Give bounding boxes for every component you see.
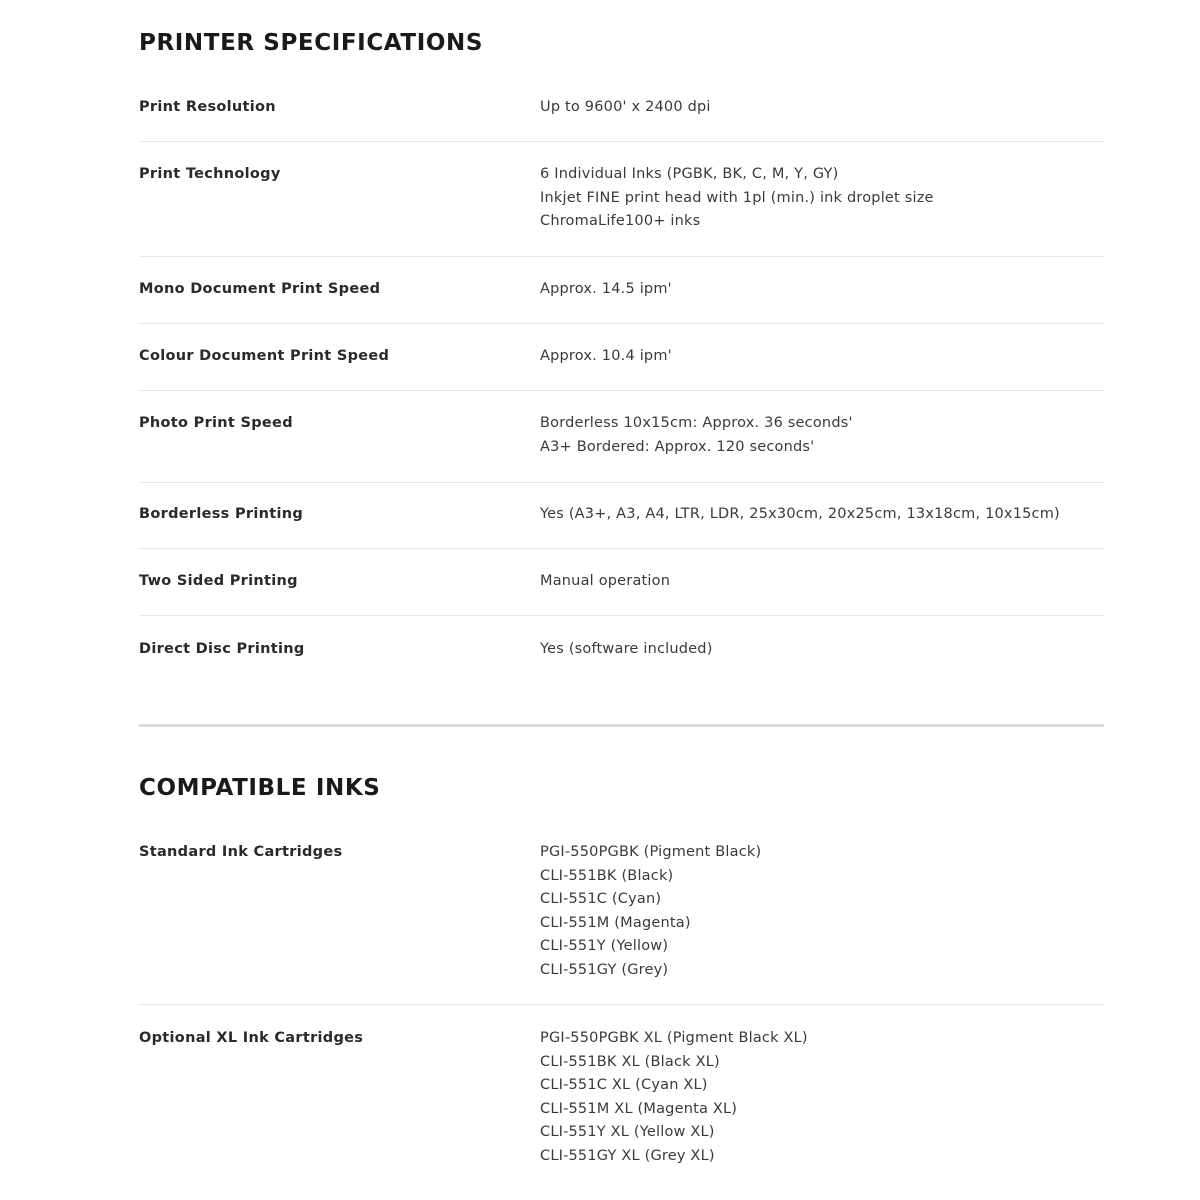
spec-values [540, 503, 1060, 527]
ink-label: Standard Ink Cartridges [139, 844, 343, 860]
ink-value: CLI-551M (Magenta) [540, 914, 691, 931]
spec-row-photo-print-speed [139, 412, 1104, 483]
spec-value: Yes (A3+, A3, A4, LTR, LDR, 25x30cm, 20x25cm, 13x18cm, 10x15cm) [540, 506, 1060, 522]
spec-label: Print Technology [139, 166, 281, 182]
spec-label: Direct Disc Printing [139, 641, 305, 657]
spec-label: Borderless Printing [139, 506, 304, 522]
ink-value: CLI-551BK XL (Black XL) [540, 1053, 720, 1070]
spec-values [540, 96, 711, 120]
spec-values [540, 345, 672, 369]
ink-value: CLI-551BK (Black) [540, 867, 674, 884]
spec-row-colour-print-speed [139, 345, 1104, 391]
ink-value: PGI-550PGBK (Pigment Black) [540, 844, 762, 860]
spec-value: 6 Individual Inks (PGBK, BK, C, M, Y, GY) [540, 166, 839, 182]
ink-row-optional-xl-cartridges [139, 1027, 1104, 1191]
spec-label: Print Resolution [139, 99, 276, 115]
spec-value: Approx. 10.4 ipm' [540, 348, 672, 364]
spec-value: A3+ Bordered: Approx. 120 seconds' [540, 438, 815, 455]
ink-value: CLI-551Y XL (Yellow XL) [540, 1124, 715, 1140]
spec-label: Colour Document Print Speed [139, 348, 390, 364]
spec-values [540, 163, 934, 234]
section-divider [139, 724, 1104, 727]
spec-value: ChromaLife100+ inks [540, 213, 701, 229]
ink-row-standard-cartridges [139, 841, 1104, 1005]
printer-specifications-title: PRINTER SPECIFICATIONS [139, 30, 484, 56]
compatible-inks-title: COMPATIBLE INKS [139, 775, 381, 801]
ink-values [540, 1027, 808, 1168]
spec-value: Manual operation [540, 573, 671, 589]
spec-values [540, 412, 853, 459]
spec-values [540, 638, 713, 662]
spec-value: Yes (software included) [540, 641, 713, 657]
spec-value: Approx. 14.5 ipm' [540, 281, 672, 297]
ink-value: CLI-551C (Cyan) [540, 891, 662, 907]
ink-value: CLI-551C XL (Cyan XL) [540, 1077, 708, 1093]
spec-value: Up to 9600' x 2400 dpi [540, 99, 711, 115]
spec-row-two-sided-printing [139, 570, 1104, 616]
ink-label: Optional XL Ink Cartridges [139, 1030, 364, 1046]
ink-value: PGI-550PGBK XL (Pigment Black XL) [540, 1030, 808, 1046]
spec-row-print-technology [139, 163, 1104, 257]
spec-row-print-resolution [139, 96, 1104, 142]
ink-value: CLI-551GY (Grey) [540, 961, 669, 978]
ink-value: CLI-551GY XL (Grey XL) [540, 1147, 715, 1164]
ink-value: CLI-551M XL (Magenta XL) [540, 1100, 738, 1117]
spec-label: Photo Print Speed [139, 415, 293, 431]
spec-values [540, 278, 672, 302]
spec-row-direct-disc-printing [139, 638, 1104, 684]
spec-value: Borderless 10x15cm: Approx. 36 seconds' [540, 415, 853, 431]
spec-values [540, 570, 670, 594]
spec-label: Two Sided Printing [139, 573, 298, 589]
spec-label: Mono Document Print Speed [139, 281, 381, 297]
ink-values [540, 841, 761, 982]
spec-row-mono-print-speed [139, 278, 1104, 324]
ink-value: CLI-551Y (Yellow) [540, 938, 669, 954]
spec-row-borderless-printing [139, 503, 1104, 549]
spec-value: Inkjet FINE print head with 1pl (min.) ink droplet size [540, 189, 934, 206]
